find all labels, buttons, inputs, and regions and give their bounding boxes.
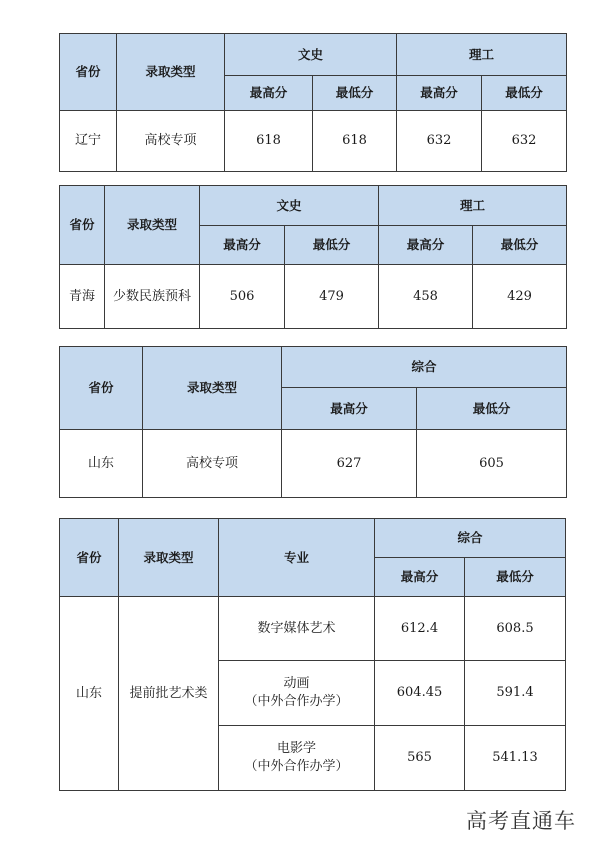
cell-score: 632 [397, 111, 482, 172]
header-group-wenshi: 文史 [200, 186, 379, 226]
cell-admission-type: 少数民族预科 [105, 265, 200, 329]
header-max-score: 最高分 [375, 558, 465, 597]
header-min-score: 最低分 [482, 76, 567, 111]
cell-score: 632 [482, 111, 567, 172]
major-name: 电影学 [276, 741, 316, 756]
header-group-zonghe: 综合 [282, 347, 567, 388]
cell-score: 612.4 [375, 597, 465, 661]
cell-admission-type: 高校专项 [117, 111, 225, 172]
cell-major [219, 597, 375, 661]
cell-province: 青海 [60, 265, 105, 329]
header-max-score: 最高分 [282, 388, 417, 430]
cell-score: 618 [225, 111, 313, 172]
header-min-score: 最低分 [473, 226, 567, 265]
header-min-score: 最低分 [285, 226, 379, 265]
major-note: （中外合作办学） [244, 759, 349, 774]
header-min-score: 最低分 [417, 388, 567, 430]
header-group-zonghe: 综合 [375, 519, 566, 558]
header-admission-type: 录取类型 [119, 519, 219, 597]
major-name: 数字媒体艺术 [257, 620, 336, 636]
header-max-score: 最高分 [225, 76, 313, 111]
score-table-qinghai [59, 185, 567, 329]
table-row [60, 597, 566, 661]
header-group-ligong: 理工 [397, 34, 567, 76]
header-group-ligong: 理工 [379, 186, 567, 226]
score-table-liaoning [59, 33, 567, 172]
header-province: 省份 [60, 519, 119, 597]
table-row [60, 111, 567, 172]
header-max-score: 最高分 [200, 226, 285, 265]
header-min-score: 最低分 [465, 558, 566, 597]
cell-major [219, 726, 375, 791]
header-major: 专业 [219, 519, 375, 597]
cell-score: 429 [473, 265, 567, 329]
cell-score: 541.13 [465, 726, 566, 791]
score-table-shandong-special [59, 346, 567, 498]
cell-score: 604.45 [375, 661, 465, 726]
major-note: （中外合作办学） [244, 694, 349, 709]
cell-score: 608.5 [465, 597, 566, 661]
header-min-score: 最低分 [313, 76, 397, 111]
header-province: 省份 [60, 186, 105, 265]
header-province: 省份 [60, 347, 143, 430]
cell-score: 627 [282, 430, 417, 498]
watermark-text: 高考直通车 [466, 809, 576, 833]
cell-major [219, 661, 375, 726]
cell-score: 565 [375, 726, 465, 791]
cell-score: 479 [285, 265, 379, 329]
header-max-score: 最高分 [379, 226, 473, 265]
cell-score: 458 [379, 265, 473, 329]
header-max-score: 最高分 [397, 76, 482, 111]
cell-score: 591.4 [465, 661, 566, 726]
cell-province: 山东 [60, 430, 143, 498]
cell-score: 618 [313, 111, 397, 172]
cell-province: 山东 [60, 597, 119, 791]
table-row [60, 265, 567, 329]
cell-score: 506 [200, 265, 285, 329]
major-name: 动画 [283, 676, 310, 691]
table-row [60, 430, 567, 498]
cell-admission-type: 提前批艺术类 [119, 597, 219, 791]
header-admission-type: 录取类型 [105, 186, 200, 265]
header-admission-type: 录取类型 [117, 34, 225, 111]
cell-admission-type: 高校专项 [143, 430, 282, 498]
cell-province: 辽宁 [60, 111, 117, 172]
header-province: 省份 [60, 34, 117, 111]
score-table-shandong-art [59, 518, 566, 791]
cell-score: 605 [417, 430, 567, 498]
header-admission-type: 录取类型 [143, 347, 282, 430]
header-group-wenshi: 文史 [225, 34, 397, 76]
